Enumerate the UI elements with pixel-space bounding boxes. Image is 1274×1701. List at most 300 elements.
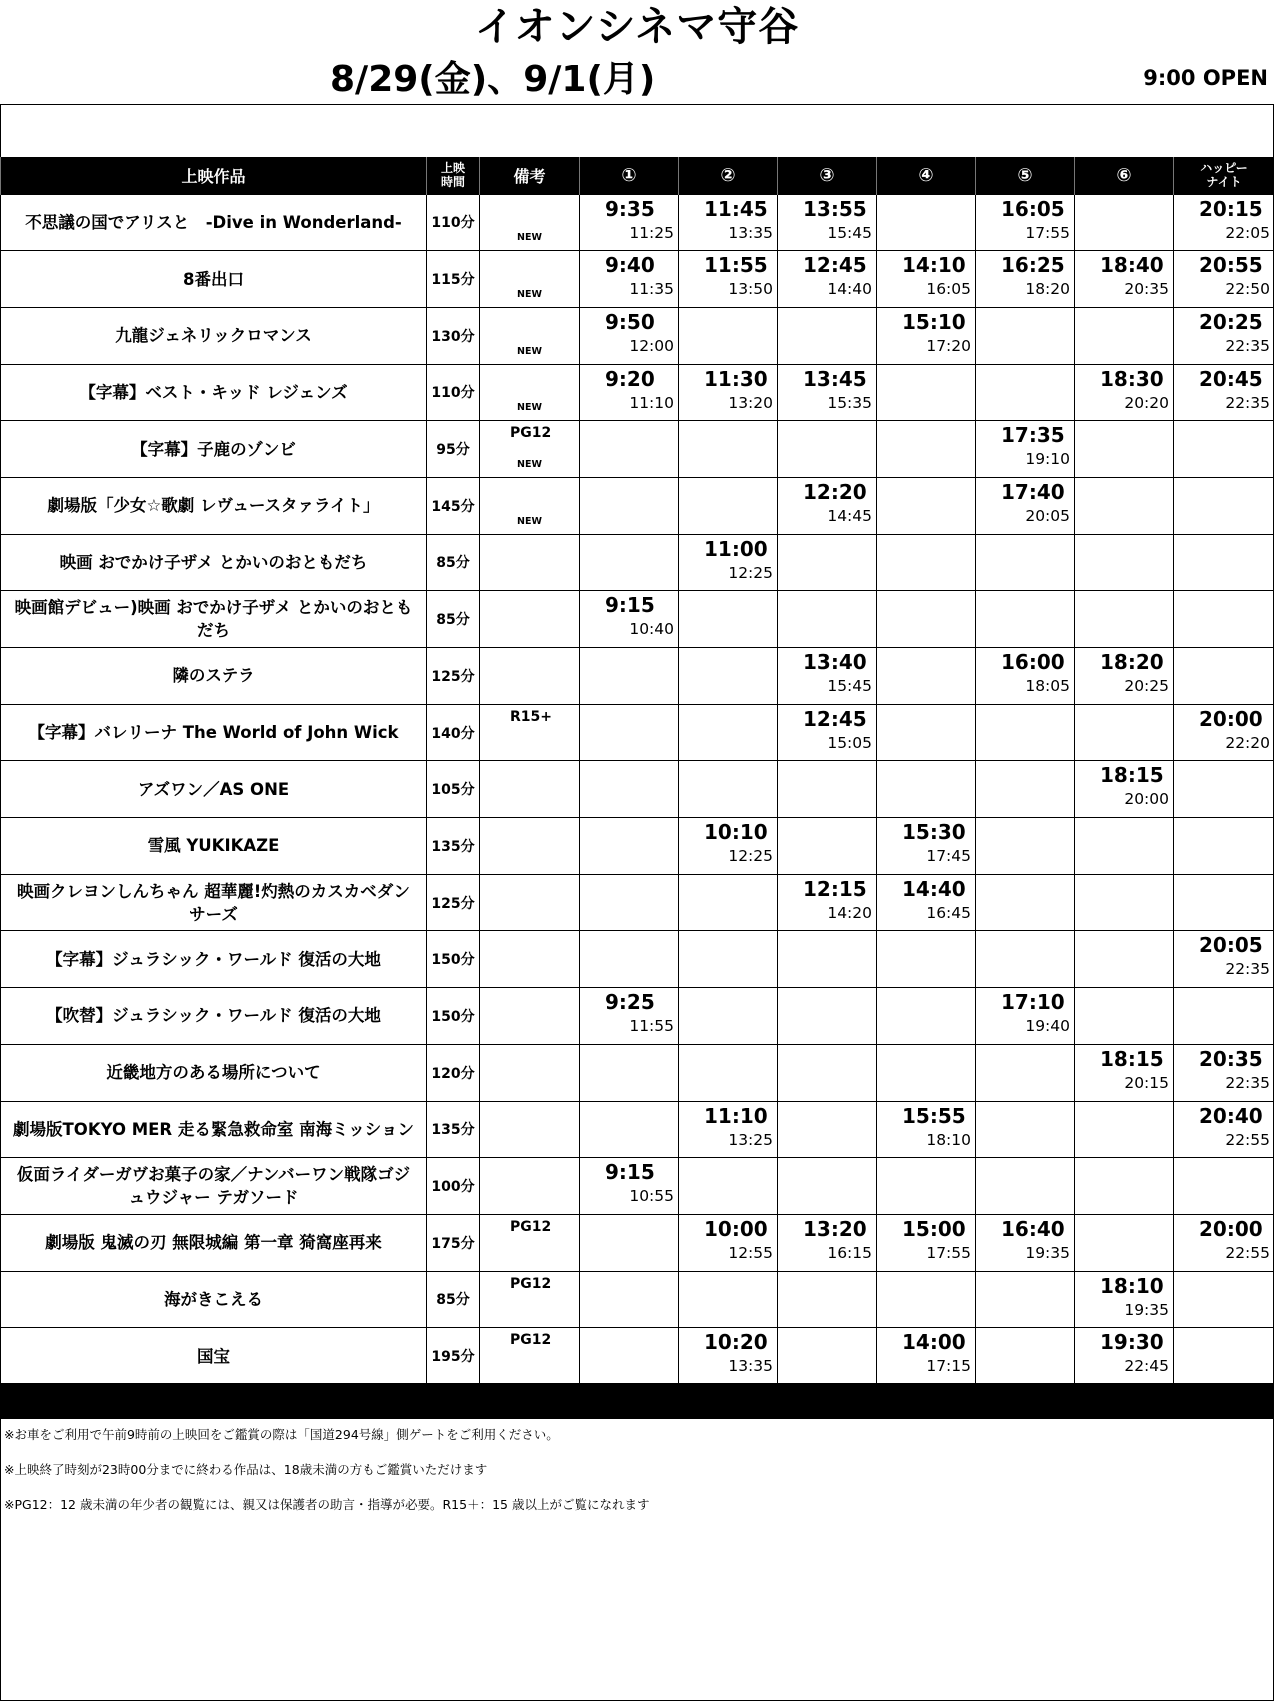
showtime-slot[interactable] (580, 251, 679, 308)
showtime-slot (1075, 931, 1174, 988)
end-time: 17:55 (926, 1243, 971, 1262)
showtime-slot (1075, 307, 1174, 364)
new-badge: NEW (517, 345, 542, 357)
end-time: 18:05 (1025, 677, 1070, 695)
showtime-slot[interactable] (1075, 364, 1174, 421)
header-slot-1: ① (580, 157, 679, 194)
note-cell (480, 1158, 580, 1215)
happy-night-slot (1174, 1328, 1274, 1385)
showtime-slot (1075, 477, 1174, 534)
runtime: 125分 (427, 874, 480, 931)
showtime-slot[interactable] (976, 477, 1075, 534)
header-slot-2: ② (679, 157, 778, 194)
start-time: 20:00 (1199, 1216, 1263, 1241)
movie-title: アズワン／AS ONE (1, 761, 427, 818)
showtime-slot[interactable] (679, 1328, 778, 1385)
start-time: 17:10 (1001, 990, 1065, 1015)
showtime-slot (778, 591, 877, 648)
end-time: 20:05 (1025, 506, 1070, 525)
start-time: 14:10 (902, 253, 966, 278)
end-time: 18:10 (926, 1130, 971, 1149)
showtime-slot (877, 194, 976, 251)
showtime-slot (580, 477, 679, 534)
showtime-slot[interactable] (778, 194, 877, 251)
start-time: 18:15 (1100, 1046, 1164, 1071)
header-slot-3: ③ (778, 157, 877, 194)
runtime: 150分 (427, 931, 480, 988)
showtime-slot (976, 818, 1075, 875)
open-time: 9:00 OPEN (1143, 66, 1268, 90)
end-time: 17:55 (1025, 223, 1070, 242)
header-title: 上映作品 (1, 157, 427, 194)
table-row (1, 1044, 1274, 1101)
runtime: 125分 (427, 648, 480, 705)
showtime-slot[interactable] (580, 988, 679, 1045)
showtime-slot[interactable] (778, 477, 877, 534)
showtime-slot (580, 1214, 679, 1271)
start-time: 13:20 (803, 1216, 867, 1241)
runtime: 120分 (427, 1044, 480, 1101)
end-time: 15:35 (827, 393, 872, 412)
movie-title: 国宝 (1, 1328, 427, 1385)
table-row (1, 1271, 1274, 1328)
end-time: 20:15 (1124, 1073, 1169, 1092)
end-time: 22:35 (1225, 1073, 1270, 1092)
happy-night-slot[interactable] (1174, 364, 1274, 421)
start-time: 9:25 (605, 990, 655, 1015)
runtime: 110分 (427, 194, 480, 251)
showtime-slot (877, 591, 976, 648)
showtime-slot (976, 1271, 1075, 1328)
rating-badge: PG12 (510, 1275, 552, 1292)
showtime-slot (976, 1328, 1075, 1385)
end-time: 12:25 (728, 847, 773, 866)
note-cell (480, 364, 580, 421)
start-time: 18:10 (1100, 1273, 1164, 1298)
showtime-slot (877, 1158, 976, 1215)
start-time: 16:25 (1001, 253, 1065, 278)
start-time: 17:35 (1001, 423, 1065, 448)
schedule-dates: 8/29(金)、9/1(月) (330, 59, 656, 100)
start-time: 9:15 (605, 1160, 655, 1185)
runtime: 105分 (427, 761, 480, 818)
showtime-slot (580, 1271, 679, 1328)
showtime-slot[interactable] (976, 194, 1075, 251)
movie-title: 映画館デビュー)映画 おでかけ子ザメ とかいのおともだち (1, 591, 427, 648)
start-time: 13:55 (803, 196, 867, 221)
start-time: 18:30 (1100, 366, 1164, 391)
showtime-slot[interactable] (877, 251, 976, 308)
showtime-slot[interactable] (1075, 1328, 1174, 1385)
showtime-slot (976, 761, 1075, 818)
footnote-ratings: ※PG12：12 歳未満の年少者の観覧には、親又は保護者の助言・指導が必要。R15＋：15 歳以上がご覧になれます (4, 1497, 650, 1512)
showtime-slot[interactable] (580, 364, 679, 421)
showtime-slot (580, 1044, 679, 1101)
showtime-slot[interactable] (1075, 648, 1174, 705)
table-row (1, 591, 1274, 648)
happy-night-slot[interactable] (1174, 194, 1274, 251)
showtime-slot[interactable] (778, 874, 877, 931)
note-cell (480, 761, 580, 818)
end-time: 10:40 (629, 620, 674, 639)
end-time: 16:45 (926, 903, 971, 922)
showtime-slot[interactable] (976, 1214, 1075, 1271)
showtime-slot (679, 421, 778, 478)
showtime-slot (679, 988, 778, 1045)
showtime-slot (778, 818, 877, 875)
rating-badge: R15+ (510, 708, 552, 725)
end-time: 20:35 (1124, 280, 1169, 299)
end-time: 14:40 (827, 280, 872, 299)
showtime-slot[interactable] (679, 1101, 778, 1158)
start-time: 20:25 (1199, 309, 1263, 334)
end-time: 19:35 (1124, 1300, 1169, 1319)
end-time: 15:45 (827, 677, 872, 695)
showtime-slot (976, 704, 1075, 761)
showtime-slot[interactable] (778, 251, 877, 308)
start-time: 9:50 (605, 309, 655, 334)
runtime: 145分 (427, 477, 480, 534)
showtime-slot (1075, 421, 1174, 478)
showtime-slot (679, 1271, 778, 1328)
start-time: 20:55 (1199, 253, 1263, 278)
runtime: 110分 (427, 364, 480, 421)
start-time: 14:40 (902, 876, 966, 901)
movie-title: 九龍ジェネリックロマンス (1, 307, 427, 364)
end-time: 22:35 (1225, 960, 1270, 979)
showtime-slot[interactable] (877, 1328, 976, 1385)
schedule-body (1, 194, 1274, 1384)
movie-title: 仮面ライダーガヴお菓子の家／ナンバーワン戦隊ゴジュウジャー テガソード (1, 1158, 427, 1215)
showtime-slot[interactable] (877, 1101, 976, 1158)
end-time: 17:20 (926, 336, 971, 355)
end-time: 18:20 (1025, 280, 1070, 299)
showtime-slot (877, 421, 976, 478)
runtime: 85分 (427, 534, 480, 591)
showtime-slot (976, 1044, 1075, 1101)
end-time: 22:55 (1225, 1243, 1270, 1262)
showtime-slot (580, 874, 679, 931)
showtime-slot (976, 1158, 1075, 1215)
footer-bar (0, 1383, 1274, 1419)
end-time: 12:00 (629, 336, 674, 355)
end-time: 13:35 (728, 223, 773, 242)
showtime-slot (877, 988, 976, 1045)
showtime-slot (976, 591, 1075, 648)
showtime-slot[interactable] (778, 704, 877, 761)
movie-title: 8番出口 (1, 251, 427, 308)
runtime: 95分 (427, 421, 480, 478)
end-time: 12:55 (728, 1243, 773, 1262)
movie-title: 雪風 YUKIKAZE (1, 818, 427, 875)
showtime-slot (679, 1158, 778, 1215)
start-time: 10:00 (704, 1216, 768, 1241)
end-time: 15:45 (827, 223, 872, 242)
start-time: 20:35 (1199, 1046, 1263, 1071)
note-cell (480, 874, 580, 931)
end-time: 22:05 (1225, 223, 1270, 242)
start-time: 10:20 (704, 1330, 768, 1355)
showtime-slot[interactable] (1075, 1271, 1174, 1328)
showtime-slot (778, 988, 877, 1045)
header-runtime: 上映 時間 (427, 157, 480, 194)
showtime-slot (1075, 1158, 1174, 1215)
happy-night-slot (1174, 1158, 1274, 1215)
start-time: 9:15 (605, 593, 655, 618)
showtime-slot (778, 1101, 877, 1158)
end-time: 13:35 (728, 1357, 773, 1376)
start-time: 16:40 (1001, 1216, 1065, 1241)
end-time: 22:35 (1225, 336, 1270, 355)
note-cell (480, 421, 580, 478)
end-time: 22:50 (1225, 280, 1270, 299)
showtime-slot (877, 931, 976, 988)
showtime-slot (976, 534, 1075, 591)
showtime-slot (976, 874, 1075, 931)
showtime-slot (877, 704, 976, 761)
start-time: 15:00 (902, 1216, 966, 1241)
start-time: 16:05 (1001, 196, 1065, 221)
start-time: 13:40 (803, 650, 867, 674)
showtime-slot (778, 1328, 877, 1385)
showtime-slot[interactable] (1075, 251, 1174, 308)
happy-night-slot[interactable] (1174, 251, 1274, 308)
happy-night-slot (1174, 761, 1274, 818)
movie-title: 劇場版「少女☆歌劇 レヴュースタァライト」 (1, 477, 427, 534)
showtime-slot (778, 1271, 877, 1328)
showtime-slot[interactable] (877, 874, 976, 931)
runtime: 150分 (427, 988, 480, 1045)
start-time: 20:45 (1199, 366, 1263, 391)
start-time: 13:45 (803, 366, 867, 391)
happy-night-slot (1174, 477, 1274, 534)
end-time: 11:25 (629, 223, 674, 242)
start-time: 12:45 (803, 253, 867, 278)
showtime-slot[interactable] (976, 251, 1075, 308)
start-time: 20:15 (1199, 196, 1263, 221)
showtime-slot (580, 818, 679, 875)
start-time: 11:30 (704, 366, 768, 391)
movie-title: 映画クレヨンしんちゃん 超華麗!灼熱のカスカベダンサーズ (1, 874, 427, 931)
end-time: 19:35 (1025, 1243, 1070, 1262)
showtime-slot (976, 364, 1075, 421)
schedule-table (0, 157, 1274, 1385)
table-row (1, 1214, 1274, 1271)
start-time: 14:00 (902, 1330, 966, 1355)
note-cell (480, 534, 580, 591)
new-badge: NEW (517, 458, 542, 470)
note-cell (480, 988, 580, 1045)
table-row (1, 874, 1274, 931)
start-time: 9:35 (605, 196, 655, 221)
movie-title: 不思議の国でアリスと -Dive in Wonderland- (1, 194, 427, 251)
showtime-slot[interactable] (976, 988, 1075, 1045)
showtime-slot[interactable] (679, 251, 778, 308)
movie-title: 劇場版 鬼滅の刃 無限城編 第一章 猗窩座再来 (1, 1214, 427, 1271)
runtime: 175分 (427, 1214, 480, 1271)
showtime-slot[interactable] (976, 421, 1075, 478)
note-cell (480, 1328, 580, 1385)
end-time: 11:35 (629, 280, 674, 299)
happy-night-slot[interactable] (1174, 931, 1274, 988)
start-time: 11:55 (704, 253, 768, 278)
showtime-slot (976, 931, 1075, 988)
showtime-slot (778, 1158, 877, 1215)
showtime-slot[interactable] (580, 591, 679, 648)
showtime-slot[interactable] (778, 1214, 877, 1271)
table-row (1, 534, 1274, 591)
runtime: 115分 (427, 251, 480, 308)
start-time: 18:40 (1100, 253, 1164, 278)
start-time: 9:40 (605, 253, 655, 278)
happy-night-slot (1174, 591, 1274, 648)
movie-title: 近畿地方のある場所について (1, 1044, 427, 1101)
showtime-slot (679, 931, 778, 988)
showtime-slot (1075, 1214, 1174, 1271)
showtime-slot (580, 1101, 679, 1158)
showtime-slot[interactable] (679, 818, 778, 875)
showtime-slot[interactable] (679, 194, 778, 251)
start-time: 19:30 (1100, 1330, 1164, 1355)
showtime-slot (679, 591, 778, 648)
table-row (1, 1328, 1274, 1385)
showtime-slot[interactable] (877, 818, 976, 875)
showtime-slot (679, 761, 778, 818)
showtime-slot[interactable] (877, 1214, 976, 1271)
showtime-slot (580, 931, 679, 988)
start-time: 12:45 (803, 706, 867, 731)
runtime: 195分 (427, 1328, 480, 1385)
showtime-slot[interactable] (580, 1158, 679, 1215)
showtime-slot[interactable] (679, 534, 778, 591)
showtime-slot (679, 874, 778, 931)
end-time: 17:15 (926, 1357, 971, 1376)
happy-night-slot (1174, 818, 1274, 875)
start-time: 18:20 (1100, 650, 1164, 674)
showtime-slot[interactable] (679, 364, 778, 421)
showtime-slot[interactable] (1075, 761, 1174, 818)
new-badge: NEW (517, 288, 542, 300)
note-cell (480, 1271, 580, 1328)
happy-night-slot (1174, 421, 1274, 478)
showtime-slot (1075, 1101, 1174, 1158)
happy-night-slot (1174, 534, 1274, 591)
rating-badge: PG12 (510, 425, 552, 442)
movie-title: 海がきこえる (1, 1271, 427, 1328)
showtime-slot (580, 704, 679, 761)
table-row (1, 251, 1274, 308)
runtime: 140分 (427, 704, 480, 761)
footnote-end-time: ※上映終了時刻が23時00分までに終わる作品は、18歳未満の方もご鑑賞いただけます (4, 1462, 488, 1477)
note-cell (480, 307, 580, 364)
note-cell (480, 931, 580, 988)
showtime-slot (877, 1271, 976, 1328)
showtime-slot[interactable] (1075, 1044, 1174, 1101)
table-row (1, 704, 1274, 761)
runtime: 130分 (427, 307, 480, 364)
movie-title: 【字幕】ジュラシック・ワールド 復活の大地 (1, 931, 427, 988)
movie-title: 劇場版TOKYO MER 走る緊急救命室 南海ミッション (1, 1101, 427, 1158)
end-time: 13:50 (728, 280, 773, 299)
header-slot-4: ④ (877, 157, 976, 194)
header-note: 備考 (480, 157, 580, 194)
end-time: 22:55 (1225, 1130, 1270, 1149)
happy-night-slot[interactable] (1174, 1101, 1274, 1158)
showtime-slot[interactable] (877, 307, 976, 364)
movie-title: 【字幕】子鹿のゾンビ (1, 421, 427, 478)
table-row (1, 1101, 1274, 1158)
table-row (1, 307, 1274, 364)
new-badge: NEW (517, 515, 542, 527)
showtime-slot (778, 1044, 877, 1101)
start-time: 17:40 (1001, 479, 1065, 504)
showtime-slot[interactable] (679, 1214, 778, 1271)
note-cell (480, 1101, 580, 1158)
showtime-slot (1075, 704, 1174, 761)
showtime-slot[interactable] (778, 648, 877, 705)
happy-night-slot[interactable] (1174, 1044, 1274, 1101)
happy-night-slot (1174, 648, 1274, 705)
start-time: 20:00 (1199, 706, 1263, 731)
note-cell (480, 477, 580, 534)
showtime-slot (1075, 874, 1174, 931)
end-time: 11:55 (629, 1017, 674, 1036)
happy-night-slot (1174, 988, 1274, 1045)
happy-night-slot (1174, 1271, 1274, 1328)
end-time: 20:00 (1124, 790, 1169, 809)
header-slot-5: ⑤ (976, 157, 1075, 194)
showtime-slot (580, 421, 679, 478)
start-time: 11:10 (704, 1103, 768, 1128)
showtime-slot (679, 477, 778, 534)
showtime-slot (1075, 591, 1174, 648)
showtime-slot[interactable] (580, 194, 679, 251)
page-title: イオンシネマ守谷 (474, 4, 800, 50)
showtime-slot[interactable] (580, 307, 679, 364)
start-time: 15:30 (902, 820, 966, 845)
end-time: 14:20 (827, 903, 872, 922)
end-time: 13:20 (728, 393, 773, 412)
showtime-slot[interactable] (976, 648, 1075, 705)
end-time: 16:15 (827, 1243, 872, 1262)
end-time: 22:20 (1225, 733, 1270, 752)
start-time: 11:00 (704, 536, 768, 561)
showtime-slot (877, 534, 976, 591)
happy-night-slot[interactable] (1174, 704, 1274, 761)
showtime-slot[interactable] (778, 364, 877, 421)
end-time: 22:35 (1225, 393, 1270, 412)
showtime-slot (778, 307, 877, 364)
start-time: 9:20 (605, 366, 655, 391)
showtime-slot (877, 364, 976, 421)
table-row (1, 477, 1274, 534)
table-row (1, 421, 1274, 478)
end-time: 17:45 (926, 847, 971, 866)
table-row (1, 364, 1274, 421)
end-time: 15:05 (827, 733, 872, 752)
end-time: 12:25 (728, 563, 773, 582)
movie-title: 【字幕】バレリーナ The World of John Wick (1, 704, 427, 761)
happy-night-slot[interactable] (1174, 307, 1274, 364)
showtime-slot (976, 1101, 1075, 1158)
showtime-slot (580, 761, 679, 818)
runtime: 135分 (427, 818, 480, 875)
happy-night-slot[interactable] (1174, 1214, 1274, 1271)
start-time: 16:00 (1001, 650, 1065, 674)
note-cell (480, 194, 580, 251)
end-time: 14:45 (827, 506, 872, 525)
end-time: 11:10 (629, 393, 674, 412)
